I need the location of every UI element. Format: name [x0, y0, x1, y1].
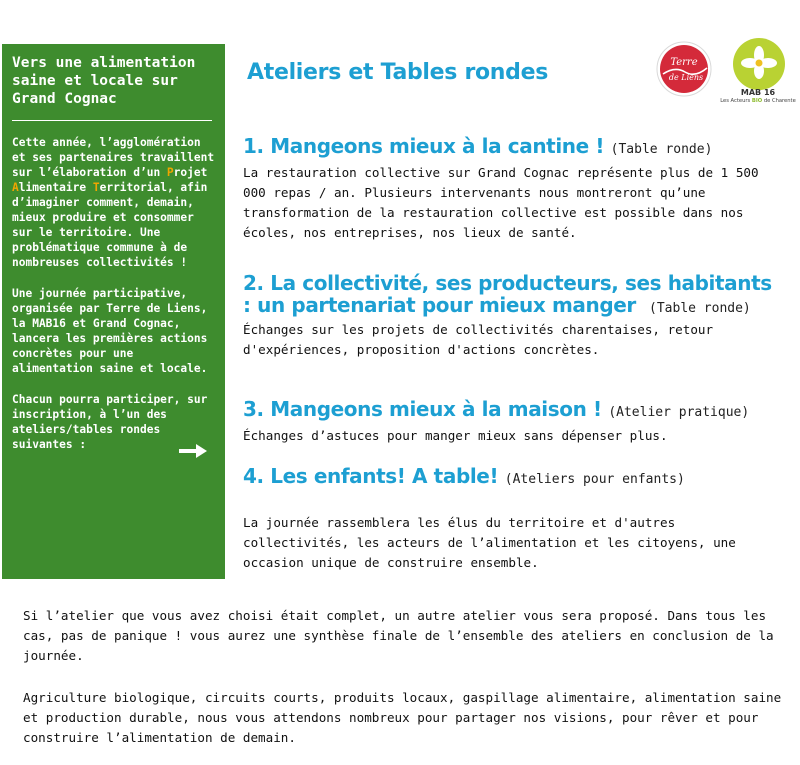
conclusion-paragraph: La journée rassemblera les élus du territoire et d'autres collectivités, les acteurs de l’alimentation et les citoyens, une occasion unique de construire ensemble. [243, 515, 736, 570]
session-heading: 3. Mangeons mieux à la maison ! (Atelier pratique) [243, 397, 750, 421]
session-heading: 2. La collectivité, ses producteurs, ses habitants : un partenariat pour mieux manger (Table ronde) [243, 271, 772, 317]
terre-de-liens-logo [655, 40, 713, 98]
intro-sidebar [2, 44, 225, 579]
session-type-tag: (Table ronde) [649, 301, 751, 316]
arrow-right-icon [178, 444, 208, 458]
session-description: Échanges d’astuces pour manger mieux sans dépenser plus. [243, 428, 668, 443]
session-heading: 1. Mangeons mieux à la cantine ! (Table ronde) [243, 134, 713, 158]
session-type-tag: (Ateliers pour enfants) [504, 472, 685, 487]
session-type-tag: (Atelier pratique) [608, 405, 750, 420]
sidebar-paragraph-project: Cette année, l’agglomération et ses partenaires travaillent sur l’élaboration d’un Projet Alimentaire Territorial, afin d’imaginer comment, demain, mieux produire et consommer sur le territoire. Une problématique commune à de nombreuses collectivités ! [12, 136, 215, 269]
highlight-letter-t: T [92, 181, 100, 194]
sidebar-divider [12, 120, 212, 121]
footer-paragraph-info: Si l’atelier que vous avez choisi était complet, un autre atelier vous sera proposé. Dans tous les cas, pas de panique ! vous aurez une synthèse finale de l’ensemble des ateliers en conclusion de la journée. [23, 608, 774, 663]
session-heading: 4. Les enfants! A table! (Ateliers pour enfants) [243, 464, 685, 488]
session-enfants [243, 465, 783, 491]
session-cantine [243, 135, 783, 243]
mab16-caption: MAB 16 Les Acteurs BIO de Charente [720, 88, 796, 104]
session-description: La restauration collective sur Grand Cognac représente plus de 1 500 000 repas / an. Plusieurs intervenants nous montreront qu’une transformation de la restauration collective est possible dans nos écoles, nos entreprises, nos lieux de santé. [243, 165, 759, 240]
highlight-letter-a: A [12, 181, 19, 194]
session-partenariat [243, 272, 783, 360]
highlight-letter-p: P [166, 166, 174, 179]
sidebar-paragraph-participate: Chacun pourra participer, sur inscription, à l’un des ateliers/tables rondes suivantes : [12, 392, 217, 452]
sidebar-title: Vers une alimentation saine et locale sur Grand Cognac [12, 55, 196, 107]
sidebar-paragraph-event: Une journée participative, organisée par Terre de Liens, la MAB16 et Grand Cognac, lancera les premières actions concrètes pour une alimentation saine et locale. [12, 287, 208, 375]
session-type-tag: (Table ronde) [610, 142, 713, 157]
svg-text:Terre: Terre [670, 57, 698, 68]
footer-paragraph-invitation: Agriculture biologique, circuits courts, produits locaux, gaspillage alimentaire, alimentation saine et production durable, nous vous attendons nombreux pour partager nos visions, pour rêver et pour construire l’alimentation de demain. [23, 690, 782, 745]
session-description: Échanges sur les projets de collectivités charentaises, retour d'expériences, proposition d'actions concrètes. [243, 322, 714, 357]
session-maison [243, 398, 783, 446]
svg-text:de Liens: de Liens [668, 73, 704, 82]
page-title: Ateliers et Tables rondes [247, 60, 549, 85]
